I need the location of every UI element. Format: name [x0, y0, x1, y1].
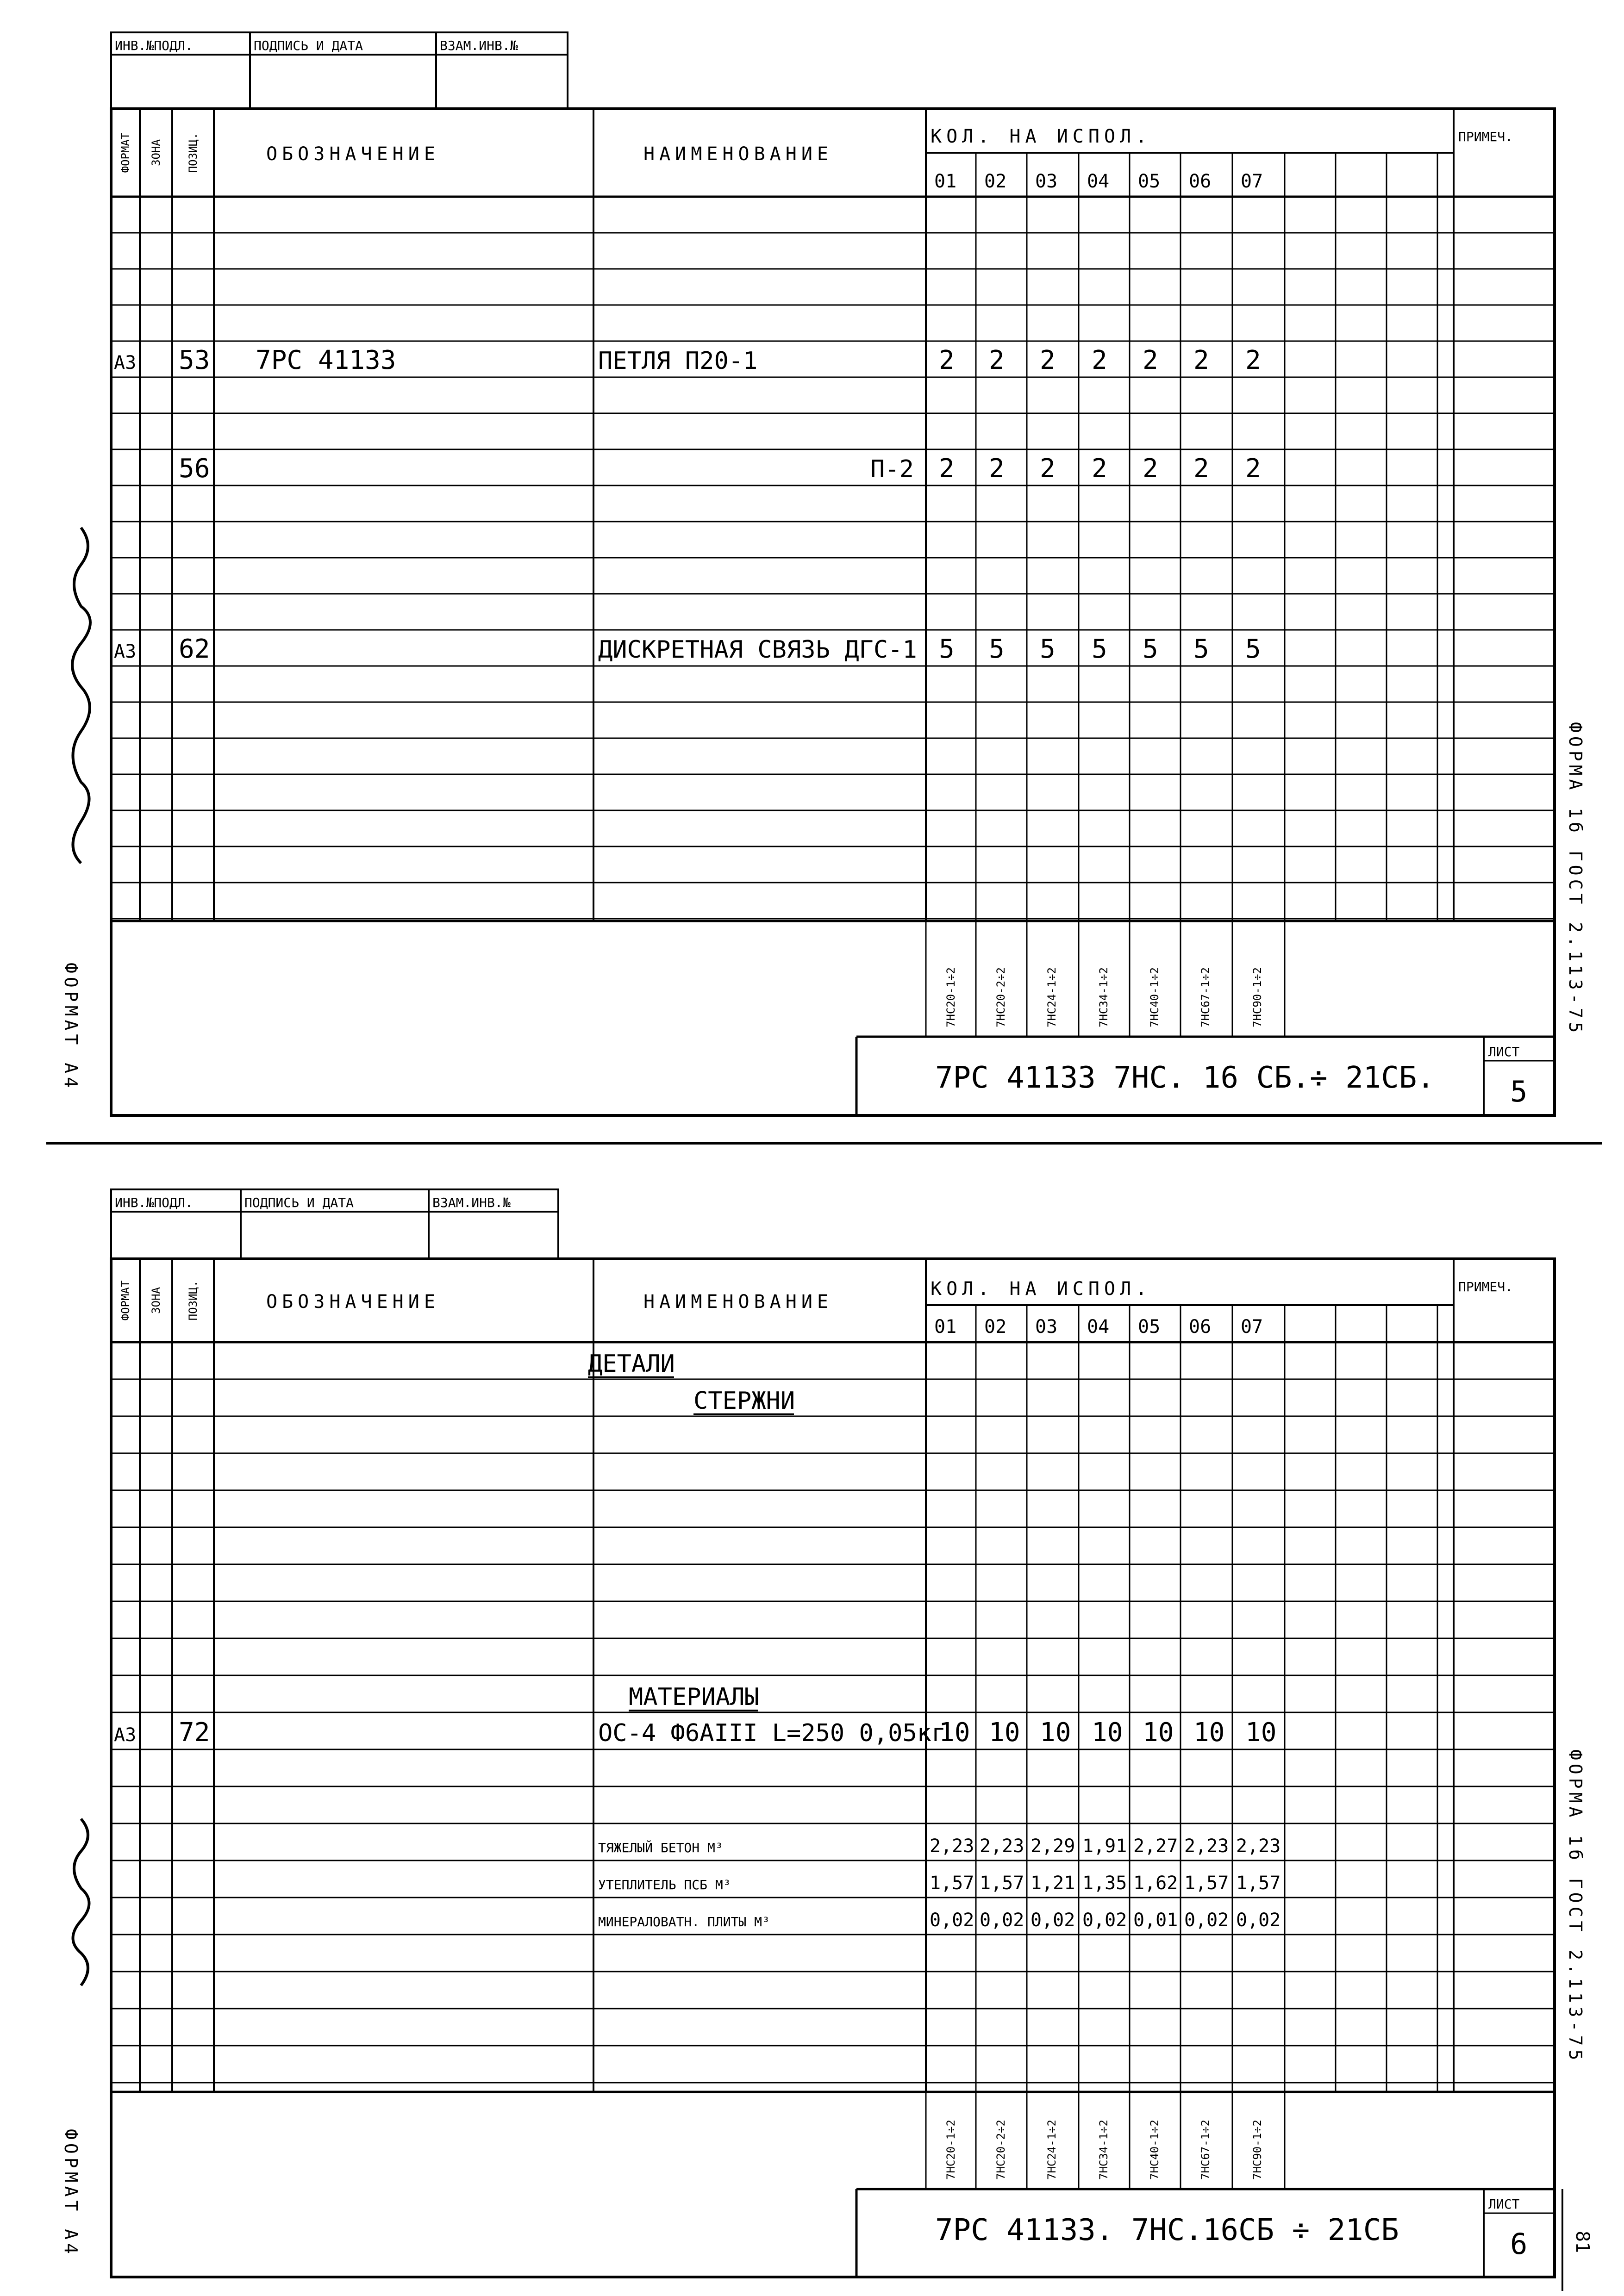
- row-qty-cell: 2: [989, 345, 1005, 375]
- doc-code: 7РС 41133. 7НС.16СБ ÷ 21СБ: [935, 2213, 1399, 2247]
- col-name-label: НАИМЕНОВАНИЕ: [643, 1291, 833, 1313]
- row-qty-cell: 2: [939, 345, 955, 375]
- section-title: МАТЕРИАЛЫ: [629, 1683, 759, 1711]
- row-name-cell: ОС-4 Ф6АIII L=250 0,05кг: [598, 1719, 946, 1747]
- row-qty-cell: 2: [1092, 454, 1107, 484]
- row-format-cell: А3: [114, 641, 137, 662]
- row-qty-cell: 5: [939, 634, 955, 664]
- col-variant-label: 02: [984, 1316, 1007, 1338]
- right-form-label: ФОРМА 1б ГОСТ 2.113-75: [1565, 722, 1586, 1037]
- row-qty-cell: 10: [1245, 1717, 1277, 1748]
- variant-codes: [926, 2092, 1285, 2189]
- row-qty-cell: 2: [1143, 454, 1158, 484]
- sheet-frame: [111, 109, 1555, 1115]
- section-title: СТЕРЖНИ: [693, 1387, 795, 1415]
- table-row: [598, 1910, 1280, 1931]
- doc-header-cell: ВЗАМ.ИНВ.№: [440, 38, 518, 53]
- row-qty-cell: 10: [989, 1717, 1020, 1748]
- row-qty-cell: 10: [1092, 1717, 1123, 1748]
- col-zone-label: ЗОНА: [150, 1287, 162, 1314]
- row-qty-cell: 0,02: [1236, 1910, 1281, 1931]
- row-qty-cell: 2: [1193, 345, 1209, 375]
- column-header: [111, 1278, 1555, 1342]
- col-variant-label: 06: [1189, 171, 1212, 192]
- row-name-cell: УТЕПЛИТЕЛЬ ПСБ М³: [598, 1877, 731, 1892]
- doc-header-cell: ПОДПИСЬ И ДАТА: [254, 38, 363, 53]
- doc-header-cell: ИНВ.№ПОДЛ.: [115, 38, 193, 53]
- col-format-label: ФОРМАТ: [119, 132, 132, 173]
- table-row: [114, 634, 1261, 664]
- row-qty-cell: 1,57: [980, 1873, 1024, 1894]
- variant-code-label: 7НС67-1÷2: [1199, 967, 1212, 1027]
- row-qty-cell: 10: [1143, 1717, 1174, 1748]
- row-qty-cell: 1,35: [1082, 1873, 1127, 1894]
- row-name-cell: МИНЕРАЛОВАТН. ПЛИТЫ М³: [598, 1914, 770, 1929]
- row-qty-cell: 10: [1040, 1717, 1071, 1748]
- row-qty-cell: 5: [1040, 634, 1056, 664]
- sheet-frame: [111, 1259, 1555, 2277]
- variant-code-label: 7НС20-1÷2: [944, 967, 957, 1027]
- variant-code-label: 7НС90-1÷2: [1251, 2119, 1264, 2180]
- row-pos-cell: 53: [179, 345, 210, 375]
- col-pos-label: ПОЗИЦ.: [187, 1280, 200, 1321]
- row-qty-cell: 2,23: [1236, 1836, 1281, 1857]
- col-variant-label: 03: [1035, 1316, 1058, 1338]
- row-format-cell: А3: [114, 352, 137, 373]
- col-note-label: ПРИМЕЧ.: [1458, 129, 1513, 144]
- row-qty-cell: 0,02: [980, 1910, 1024, 1931]
- col-variant-label: 06: [1189, 1316, 1212, 1338]
- row-qty-cell: 10: [1193, 1717, 1225, 1748]
- row-qty-cell: 2,27: [1133, 1836, 1178, 1857]
- col-variant-label: 04: [1087, 1316, 1110, 1338]
- row-pos-cell: 62: [179, 634, 210, 664]
- row-qty-cell: 2: [1193, 454, 1209, 484]
- row-qty-cell: 1,21: [1031, 1873, 1075, 1894]
- variant-code-label: 7НС20-2÷2: [994, 967, 1007, 1027]
- col-designation-label: ОБОЗНАЧЕНИЕ: [266, 143, 440, 165]
- doc-header-cell: ИНВ.№ПОДЛ.: [115, 1195, 193, 1210]
- col-variant-label: 05: [1138, 1316, 1161, 1338]
- sheet-label: ЛИСТ: [1488, 2196, 1520, 2212]
- col-variant-label: 05: [1138, 171, 1161, 192]
- row-qty-cell: 0,02: [930, 1910, 974, 1931]
- row-name-cell: П-2: [870, 455, 914, 483]
- section-title: ДЕТАЛИ: [588, 1350, 675, 1378]
- row-pos-cell: 72: [179, 1717, 210, 1748]
- handwritten-note-mark: [72, 528, 90, 863]
- col-qty-label: КОЛ. НА ИСПОЛ.: [931, 126, 1152, 147]
- variant-code-label: 7НС34-1÷2: [1097, 2119, 1110, 2180]
- row-qty-cell: 1,62: [1133, 1873, 1178, 1894]
- left-format-label: ФОРМАТ А4: [61, 2129, 81, 2258]
- doc-code: 7РС 41133 7НС. 16 СБ.÷ 21СБ.: [935, 1061, 1435, 1095]
- doc-header-cell: ВЗАМ.ИНВ.№: [432, 1195, 511, 1210]
- row-format-cell: А3: [114, 1724, 137, 1746]
- row-qty-cell: 2,29: [1031, 1836, 1075, 1857]
- row-qty-cell: 5: [1193, 634, 1209, 664]
- row-qty-cell: 1,57: [1236, 1873, 1281, 1894]
- variant-code-label: 7НС20-1÷2: [944, 2119, 957, 2180]
- title-block: [856, 2189, 1555, 2277]
- row-qty-cell: 1,91: [1082, 1836, 1127, 1857]
- doc-header-strip: [111, 1189, 558, 1259]
- row-qty-cell: 0,02: [1184, 1910, 1229, 1931]
- col-qty-label: КОЛ. НА ИСПОЛ.: [931, 1278, 1152, 1300]
- row-qty-cell: 2: [1245, 345, 1261, 375]
- row-qty-cell: 5: [989, 634, 1005, 664]
- row-qty-cell: 1,57: [1184, 1873, 1229, 1894]
- col-name-label: НАИМЕНОВАНИЕ: [643, 143, 833, 165]
- row-qty-cell: 5: [1143, 634, 1158, 664]
- row-qty-cell: 2,23: [1184, 1836, 1229, 1857]
- row-qty-cell: 2: [1040, 345, 1056, 375]
- corner-page-number: 81: [1572, 2231, 1593, 2253]
- handwritten-note-mark: [73, 1819, 89, 1985]
- row-qty-cell: 0,02: [1082, 1910, 1127, 1931]
- row-qty-cell: 0,02: [1031, 1910, 1075, 1931]
- col-variant-label: 07: [1241, 1316, 1263, 1338]
- col-pos-label: ПОЗИЦ.: [187, 132, 200, 173]
- variant-code-label: 7НС24-1÷2: [1045, 967, 1058, 1027]
- variant-code-label: 7НС40-1÷2: [1148, 2119, 1161, 2180]
- variant-codes: [926, 921, 1285, 1037]
- spec-sheet-5: [61, 32, 1586, 1115]
- col-variant-label: 03: [1035, 171, 1058, 192]
- col-variant-label: 02: [984, 171, 1007, 192]
- row-qty-cell: 2: [989, 454, 1005, 484]
- row-name-cell: ТЯЖЕЛЫЙ БЕТОН М³: [598, 1840, 723, 1855]
- row-qty-cell: 2: [1143, 345, 1158, 375]
- row-qty-cell: 1,57: [930, 1873, 974, 1894]
- row-qty-cell: 2,23: [930, 1836, 974, 1857]
- row-name-cell: ДИСКРЕТНАЯ СВЯЗЬ ДГС-1: [598, 636, 917, 664]
- spec-sheet-6: [61, 1189, 1593, 2291]
- row-pos-cell: 56: [179, 454, 210, 484]
- col-variant-label: 07: [1241, 171, 1263, 192]
- col-zone-label: ЗОНА: [150, 139, 162, 166]
- table-row: [598, 1873, 1280, 1894]
- col-note-label: ПРИМЕЧ.: [1458, 1279, 1513, 1294]
- row-designation-cell: 7РС 41133: [256, 345, 396, 375]
- col-variant-label: 01: [934, 1316, 957, 1338]
- doc-header-strip: [111, 32, 568, 109]
- table-row: [179, 454, 1261, 484]
- column-header: [111, 126, 1555, 197]
- row-qty-cell: 2,23: [980, 1836, 1024, 1857]
- variant-code-label: 7НС90-1÷2: [1251, 967, 1264, 1027]
- table-row: [114, 345, 1261, 375]
- doc-header-cell: ПОДПИСЬ И ДАТА: [244, 1195, 354, 1210]
- row-name-cell: ПЕТЛЯ П20-1: [598, 347, 758, 375]
- row-qty-cell: 2: [1040, 454, 1056, 484]
- sheet-number: 5: [1510, 1075, 1528, 1108]
- variant-code-label: 7НС67-1÷2: [1199, 2119, 1212, 2180]
- row-qty-cell: 2: [1092, 345, 1107, 375]
- right-form-label: ФОРМА 1б ГОСТ 2.113-75: [1565, 1749, 1586, 2064]
- left-format-label: ФОРМАТ А4: [61, 963, 81, 1091]
- col-variant-label: 01: [934, 171, 957, 192]
- row-qty-cell: 10: [939, 1717, 970, 1748]
- variant-code-label: 7НС24-1÷2: [1045, 2119, 1058, 2180]
- variant-code-label: 7НС40-1÷2: [1148, 967, 1161, 1027]
- table-row: [114, 1717, 1276, 1748]
- sheet-number: 6: [1510, 2227, 1528, 2261]
- row-qty-cell: 0,01: [1133, 1910, 1178, 1931]
- table-row: [598, 1836, 1280, 1857]
- row-qty-cell: 2: [939, 454, 955, 484]
- col-designation-label: ОБОЗНАЧЕНИЕ: [266, 1291, 440, 1313]
- col-format-label: ФОРМАТ: [119, 1280, 132, 1321]
- row-qty-cell: 5: [1245, 634, 1261, 664]
- row-qty-cell: 5: [1092, 634, 1107, 664]
- title-block: [856, 1037, 1555, 1115]
- col-variant-label: 04: [1087, 171, 1110, 192]
- row-qty-cell: 2: [1245, 454, 1261, 484]
- variant-code-label: 7НС20-2÷2: [994, 2119, 1007, 2180]
- variant-code-label: 7НС34-1÷2: [1097, 967, 1110, 1027]
- sheet-label: ЛИСТ: [1488, 1044, 1520, 1059]
